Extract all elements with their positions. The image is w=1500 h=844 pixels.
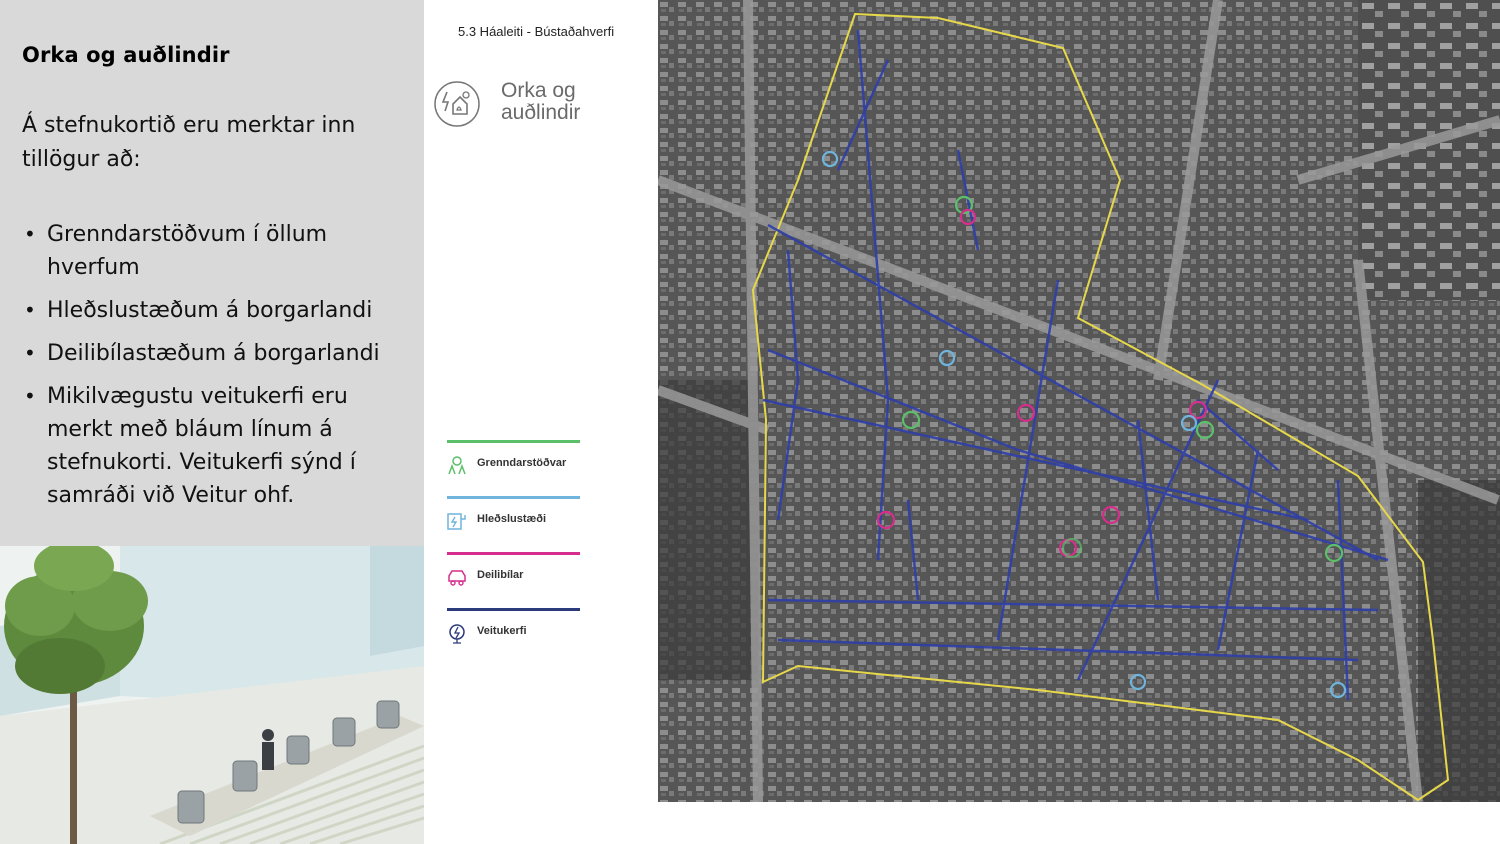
utility-network-icon: [446, 622, 468, 644]
list-item: • Hleðslustæðum á borgarlandi: [22, 294, 414, 327]
panel-title: Orka og auðlindir: [22, 43, 230, 67]
proposal-list: [22, 218, 414, 522]
recycling-station-icon: [446, 454, 468, 476]
list-item: • Deilibílastæðum á borgarlandi: [22, 337, 414, 370]
list-item: • Mikilvægustu veitukerfi eru merkt með bláum línum á stefnukorti. Veitukerfi sýnd í samráði við Veitur ohf.: [22, 380, 414, 512]
illustration-graphic: [0, 546, 424, 844]
legend-label: Veitukerfi: [477, 625, 527, 637]
energy-resources-icon: [433, 80, 481, 128]
legend-line: [447, 440, 580, 443]
theme-title: Orka og auðlindir: [501, 79, 581, 124]
car-sharing-icon: [446, 566, 468, 588]
ev-charging-icon: [446, 510, 468, 532]
map-industrial-area: [1358, 0, 1500, 300]
map-legend: [446, 440, 586, 664]
policy-map: [658, 0, 1500, 802]
legend-item-utility: [446, 608, 586, 664]
panel-intro: Á stefnukortið eru merktar inn tillögur að:: [22, 113, 356, 172]
legend-label: Hleðslustæði: [477, 513, 547, 525]
legend-item-charging: [446, 496, 586, 552]
legend-line: [447, 608, 580, 611]
legend-line: [447, 496, 580, 499]
text-panel: [0, 0, 424, 546]
legend-label: Grenndarstöðvar: [477, 457, 567, 469]
legend-item-recycling: [446, 440, 586, 496]
legend-item-carshare: [446, 552, 586, 608]
list-item: • Grenndarstöðvum í öllum hverfum: [22, 218, 414, 284]
recycling-station-illustration: [0, 546, 424, 844]
legend-line: [447, 552, 580, 555]
legend-label: Deilibílar: [477, 569, 524, 581]
map-green-area: [1418, 480, 1500, 802]
section-subtitle: 5.3 Háaleiti - Bústaðahverfi: [458, 24, 615, 39]
aerial-map: [658, 0, 1500, 802]
